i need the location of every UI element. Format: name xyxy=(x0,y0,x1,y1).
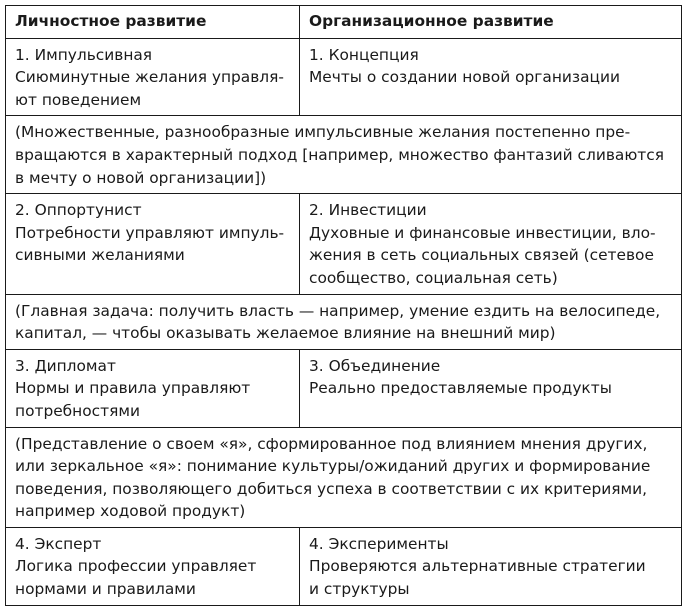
stage-row-2 xyxy=(6,194,682,294)
table-header-row xyxy=(6,6,682,39)
organizational-stage-3-desc-line: Реально предоставляемые продукты xyxy=(309,379,612,398)
personal-stage-2-title: 2. Оппортунист xyxy=(15,201,142,220)
organizational-stage-2-desc-line: сообщество, социальная сеть) xyxy=(309,268,558,287)
transition-row-1 xyxy=(6,116,682,194)
personal-stage-2-desc-line: сивными желаниями xyxy=(15,246,185,265)
transition-3-line: например ходовой продукт) xyxy=(15,502,246,521)
organizational-stage-2-desc-line: жения в сеть социальных связей (сетевое xyxy=(309,246,654,265)
personal-stage-3-desc-line: потребностями xyxy=(15,401,140,420)
transition-row-2 xyxy=(6,294,682,349)
personal-stage-1-cell xyxy=(6,38,300,116)
organizational-stage-2-cell xyxy=(300,194,682,294)
transition-3-line: или зеркальное «я»: понимание культуры/ожиданий других и формирование xyxy=(15,457,651,476)
organizational-stage-1-title: 1. Концепция xyxy=(309,45,419,64)
organizational-stage-1-desc-line: Мечты о создании новой организации xyxy=(309,68,620,87)
personal-stage-4-desc-line: нормами и правилами xyxy=(15,580,196,599)
personal-stage-1-desc-line: Сиюминутные желания управля- xyxy=(15,68,284,87)
transition-1-cell xyxy=(6,116,682,194)
personal-stage-3-title: 3. Дипломат xyxy=(15,356,116,375)
transition-3-cell xyxy=(6,427,682,527)
transition-2-line: (Главная задача: получить власть — например, умение ездить на велосипеде, xyxy=(15,301,661,320)
organizational-stage-4-desc-line: и структуры xyxy=(309,580,410,599)
organizational-stage-4-cell xyxy=(300,527,682,605)
organizational-stage-4-title: 4. Эксперименты xyxy=(309,534,449,553)
header-organizational-development: Организационное развитие xyxy=(300,6,682,39)
personal-stage-3-desc-line: Нормы и правила управляют xyxy=(15,379,251,398)
transition-row-3 xyxy=(6,427,682,527)
organizational-stage-3-title: 3. Объединение xyxy=(309,356,441,375)
stage-row-3 xyxy=(6,349,682,427)
stage-row-1 xyxy=(6,38,682,116)
organizational-stage-2-title: 2. Инвестиции xyxy=(309,201,427,220)
transition-3-line: (Представление о своем «я», сформированное под влиянием мнения других, xyxy=(15,434,648,453)
header-personal-development: Личностное развитие xyxy=(6,6,300,39)
transition-1-line: вращаются в характерный подход [например, множество фантазий сливаются xyxy=(15,145,664,164)
personal-stage-2-desc-line: Потребности управляют импуль- xyxy=(15,223,285,242)
development-stages-table xyxy=(5,5,682,606)
personal-stage-1-title: 1. Импульсивная xyxy=(15,45,153,64)
personal-stage-1-desc-line: ют поведением xyxy=(15,90,142,109)
transition-2-line: капитал, — чтобы оказывать желаемое влияние на внешний мир) xyxy=(15,324,556,343)
transition-1-line: в мечту о новой организации]) xyxy=(15,168,267,187)
organizational-stage-3-cell xyxy=(300,349,682,427)
transition-2-cell xyxy=(6,294,682,349)
transition-1-line: (Множественные, разнообразные импульсивные желания постепенно пре- xyxy=(15,123,631,142)
personal-stage-2-cell xyxy=(6,194,300,294)
personal-stage-4-cell xyxy=(6,527,300,605)
personal-stage-3-cell xyxy=(6,349,300,427)
transition-3-line: поведения, позволяющего добиться успеха в соответствии с их критериями, xyxy=(15,479,648,498)
personal-stage-4-title: 4. Эксперт xyxy=(15,534,102,553)
organizational-stage-4-desc-line: Проверяются альтернативные стратегии xyxy=(309,557,646,576)
organizational-stage-1-cell xyxy=(300,38,682,116)
personal-stage-4-desc-line: Логика профессии управляет xyxy=(15,557,257,576)
stage-row-4 xyxy=(6,527,682,605)
organizational-stage-2-desc-line: Духовные и финансовые инвестиции, вло- xyxy=(309,223,656,242)
